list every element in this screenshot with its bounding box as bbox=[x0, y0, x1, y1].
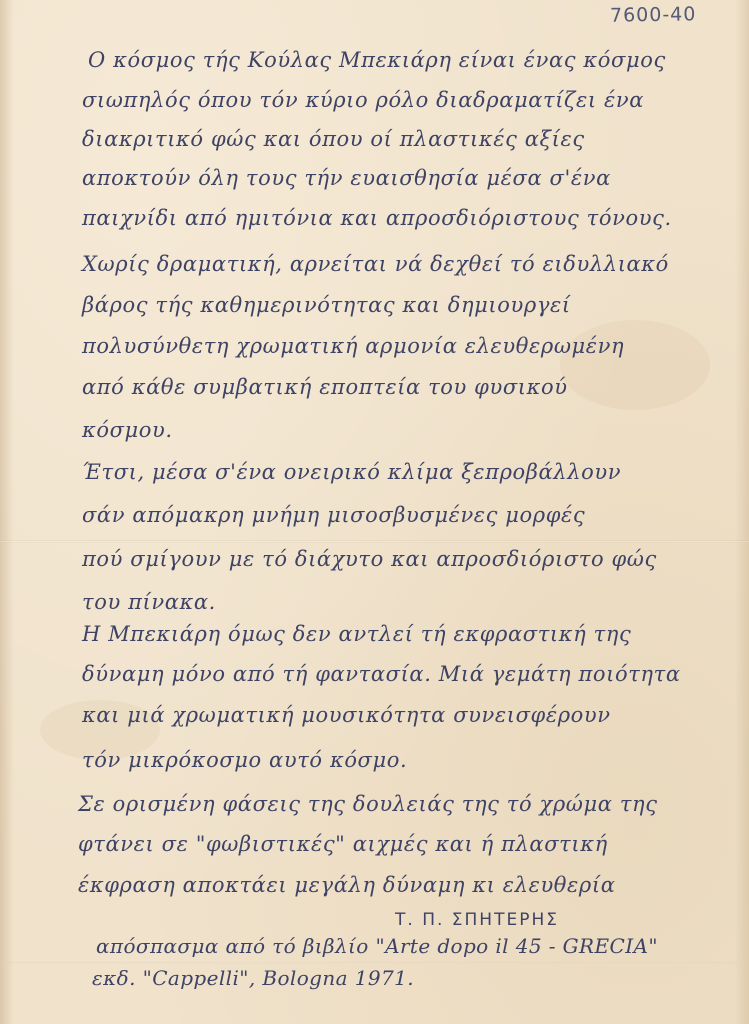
text-line: διακριτικό φώς και όπου οί πλαστικές αξίες bbox=[82, 127, 585, 151]
archive-number: 7600-40 bbox=[609, 3, 697, 27]
paper-fold bbox=[0, 962, 749, 964]
text-line: δύναμη μόνο από τή φαντασία. Μιά γεμάτη ποιότητα bbox=[82, 662, 681, 686]
text-line: έκφραση αποκτάει μεγάλη δύναμη κι ελευθερία bbox=[78, 873, 616, 897]
text-line: Σε ορισμένη φάσεις της δουλειάς της τό χρώμα της bbox=[78, 792, 658, 816]
text-line: φτάνει σε "φωβιστικές" αιχμές και ή πλαστική bbox=[78, 832, 608, 856]
text-line: τόν μικρόκοσμο αυτό κόσμο. bbox=[82, 748, 408, 772]
text-line: παιχνίδι από ημιτόνια και απροσδιόριστους τόνους. bbox=[82, 206, 672, 230]
author-signature: Τ. Π. ΣΠΗΤΕΡΗΣ bbox=[395, 910, 559, 930]
text-line: Ο κόσμος τής Κούλας Μπεκιάρη είναι ένας κόσμος bbox=[88, 48, 666, 72]
text-line: του πίνακα. bbox=[82, 590, 216, 614]
source-citation: απόσπασμα από τό βιβλίο "Arte dopo il 45 - GRECIA" bbox=[96, 934, 658, 958]
source-citation: εκδ. "Cappelli", Bologna 1971. bbox=[92, 966, 414, 990]
text-line: και μιά χρωματική μουσικότητα συνεισφέρουν bbox=[82, 703, 611, 727]
paper-fold bbox=[0, 540, 749, 543]
page-edge-left bbox=[0, 0, 14, 1024]
text-line: σιωπηλός όπου τόν κύριο ρόλο διαδραματίζει ένα bbox=[82, 88, 645, 112]
text-line: βάρος τής καθημερινότητας και δημιουργεί bbox=[82, 293, 571, 317]
text-line: Έτσι, μέσα σ'ένα ονειρικό κλίμα ξεπροβάλλουν bbox=[82, 460, 622, 484]
page-edge-right bbox=[735, 0, 749, 1024]
text-line: πού σμίγουν με τό διάχυτο και απροσδιόριστο φώς bbox=[82, 547, 657, 571]
text-line: από κάθε συμβατική εποπτεία του φυσικού bbox=[82, 375, 568, 399]
text-line: κόσμου. bbox=[82, 418, 173, 442]
text-line: πολυσύνθετη χρωματική αρμονία ελευθερωμένη bbox=[82, 334, 625, 358]
text-line: αποκτούν όλη τους τήν ευαισθησία μέσα σ'ένα bbox=[82, 166, 611, 190]
text-line: σάν απόμακρη μνήμη μισοσβυσμένες μορφές bbox=[82, 503, 586, 527]
text-line: Η Μπεκιάρη όμως δεν αντλεί τή εκφραστική της bbox=[82, 622, 632, 646]
text-line: Χωρίς δραματική, αρνείται νά δεχθεί τό ειδυλλιακό bbox=[82, 252, 669, 276]
